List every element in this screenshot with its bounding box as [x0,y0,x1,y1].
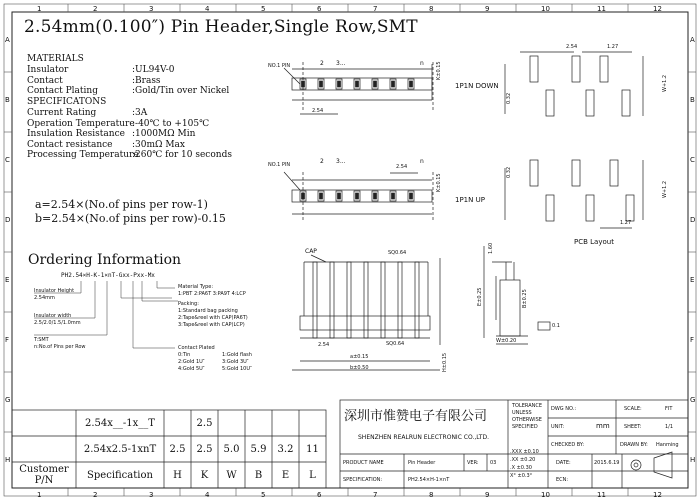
date-value: 2015.6.19 [594,460,620,466]
page-title: 2.54mm(0.100″) Pin Header,Single Row,SMT [24,17,418,37]
cap-label: CAP [305,248,317,255]
ordering-heading: Ordering Information [28,252,182,268]
grid-col-label: 10 [541,491,550,499]
spec-table-cell: H [173,469,182,481]
grid-row-label: D [5,216,11,224]
dim-160-label: 1.60 [488,242,494,254]
grid-row-label: E [690,276,695,284]
spec-table-cell: L [309,469,316,481]
scale-label: SCALE: [624,406,642,412]
dim-k015-bottom: K±0.15 [436,173,442,192]
dim-254-top: 2.54 [312,108,324,114]
spec-label: Insulator [27,65,69,75]
specification-label: SPECIFICATION: [343,477,383,483]
spec-table-cell: E [281,469,290,481]
spec-table-cell: B [254,469,263,481]
insulator-width-note: Insulator width 2.5/2.0/1.5/1.0mm [34,313,81,326]
tolerance-values: .XXX ±0.10 .XX ±0.20 .X ±0.30 X° ±0.3° [510,449,539,479]
grid-col-label: 6 [317,491,322,499]
pcb-dim-127-bottom: 1.27 [620,220,632,226]
pin2-label-top: 2 [320,60,324,67]
sq064-top-label: SQ0.64 [388,250,407,256]
grid-row-label: C [5,156,10,164]
spec-value: :Brass [132,75,161,86]
b025-label: B±0.25 [522,289,528,308]
spec-value: :Gold/Tin over Nickel [132,86,230,96]
spec-table-cell: 2.54x__-1x__T [85,417,155,429]
grid-row-label: C [690,156,695,164]
w020-label: W±0.20 [496,338,517,344]
spec-value: :30mΩ Max [132,139,185,150]
spec-value: :UL94V-0 [132,65,175,75]
a015-label: a±0.15 [350,354,369,360]
drawn-value: Hanming [656,442,679,448]
pcb-dim-127-top: 1.27 [607,44,619,50]
dwg-no-label: DWG NO.: [551,406,577,412]
grid-col-label: 1 [37,5,42,13]
grid-col-label: 10 [541,5,550,13]
pcb-dim-032-top: 0.32 [506,92,512,104]
specification-value: PH2.54×H-1×nT [408,477,450,483]
spec-label: Contact resistance [27,139,113,150]
grid-row-label: G [5,396,11,404]
dim-k015-top: K±0.15 [436,61,442,80]
no1-pin-label-bottom: NO.1 PIN [268,162,291,168]
grid-col-label: 1 [37,491,42,499]
smt-note: T:SMT n:No.of Pins per Row [34,337,86,350]
pinn-label-bottom: n [420,158,424,165]
grid-col-label: 11 [597,5,606,13]
spec-value: :260℃ for 10 seconds [132,150,232,160]
product-name-label: PRODUCT NAME [343,460,384,466]
grid-col-label: 9 [485,5,490,13]
grid-row-label: B [5,96,10,104]
pcb-dim-w12-top: W+1.2 [662,74,668,92]
spec-table-cell: 3.2 [277,443,294,455]
spec-table-cell: 5.0 [223,443,240,455]
grid-row-label: F [690,336,695,344]
grid-col-label: 5 [261,5,266,13]
grid-row-label: H [690,456,696,464]
grid-col-label: 2 [93,5,98,13]
grid-row-label: F [5,336,10,344]
grid-row-label: G [690,396,696,404]
pcb-dim-254: 2.54 [566,44,578,50]
drawn-label: DRAWN BY: [620,442,648,448]
pinn-label-top: n [420,60,424,67]
spec-table-cell: K [200,469,209,481]
spec-label: Contact Plating [27,86,98,96]
spec-value: :1000MΩ Min [132,129,196,139]
b050-label: b±0.50 [350,365,369,371]
grid-row-label: D [690,216,696,224]
checked-label: CHECKED BY: [551,442,585,448]
grid-col-label: 7 [373,5,378,13]
ver-label: VER: [467,460,479,466]
grid-col-label: 9 [485,491,490,499]
dim-254-bottom: 2.54 [396,164,408,170]
pcb-dim-w12-bottom: W+1.2 [662,180,668,198]
grid-col-label: 8 [429,5,434,13]
company-name-en: SHENZHEN REALRUN ELECTRONIC CO.,LTD. [358,434,489,441]
spec-table-cell: 5.9 [250,443,267,455]
grid-col-label: 11 [597,491,606,499]
grid-row-label: A [690,36,695,44]
grid-col-label: 6 [317,5,322,13]
contact-plated-right-note: 1:Gold flash 3:Gold 3U″ 5:Gold 10U″ [222,352,252,372]
ordering-code: PH2.54×H-K-1×nT-Gxx-Pxx-Mx [61,272,155,279]
spec-table-cell: 2.54x2.5-1xnT [83,443,157,455]
unit-value: mm [596,422,610,430]
product-name-value: Pin Header [408,460,436,466]
spec-table-cell: 2.5 [196,417,213,429]
pin3-label-top: 3... [336,60,346,67]
formula-b: b=2.54×(No.of pins per row)-0.15 [35,212,226,225]
dim-01-label: 0.1 [552,323,560,329]
scale-value: FIT [665,406,673,412]
formula-a: a=2.54×(No.of pins per row-1) [35,198,208,211]
spec-table-cell: Customer P/N [19,464,69,486]
unit-label: UNIT: [551,424,565,430]
material-type-note: Material Type: 1:PBT 2:PA6T 3:PA9T 4:LCP [178,284,246,297]
spec-table-cell: 2.5 [169,443,186,455]
grid-col-label: 7 [373,491,378,499]
pin3-label-bottom: 3... [336,158,346,165]
spec-table-cell: Specification [87,469,153,481]
h015-label: H±0.15 [442,352,448,372]
grid-col-label: 3 [149,5,154,13]
specs-heading: SPECIFICATONS [27,97,107,107]
tolerance-note: TOLERANCE UNLESS OTHERWISE SPECIFIED [512,403,543,430]
contact-plated-note: Contact Plated 0:Tin 2:Gold 1U″ 4:Gold 5U″ [178,345,215,372]
spec-table-cell: 11 [306,443,319,455]
front-dim-254: 2.54 [318,342,330,348]
spec-label: Operation Temperature [27,118,135,129]
spec-label: Processing Temperature [27,150,139,160]
grid-col-label: 4 [205,5,210,13]
grid-col-label: 8 [429,491,434,499]
sheet-value: 1/1 [665,424,674,430]
spec-label: Contact [27,75,63,86]
spec-value: :3A [132,108,148,118]
grid-row-label: A [5,36,10,44]
pin2-label-bottom: 2 [320,158,324,165]
insulator-height-note: Insulator Height 2.54mm [34,288,75,301]
pcb-dim-032-bottom: 0.32 [506,166,512,178]
materials-heading: MATERIALS [27,54,84,64]
e025-label: E±0.25 [477,287,483,306]
date-label: DATE: [556,460,571,466]
grid-col-label: 5 [261,491,266,499]
pcb-layout-label: PCB Layout [574,238,614,246]
ip-up-label: 1P1N UP [455,196,485,204]
ip-down-label: 1P1N DOWN [455,82,499,90]
grid-col-label: 4 [205,491,210,499]
sq064-bottom-label: SQ0.64 [386,341,405,347]
spec-table-cell: 2.5 [196,443,213,455]
grid-row-label: B [690,96,695,104]
ver-value: 03 [490,460,497,466]
sheet-label: SHEET: [624,424,642,430]
spec-label: Insulation Resistance [27,129,125,139]
no1-pin-label-top: NO.1 PIN [268,63,291,69]
spec-table-cell: W [226,469,237,481]
spec-value: :-40℃ to +105℃ [132,118,210,129]
grid-col-label: 12 [653,491,662,499]
grid-col-label: 12 [653,5,662,13]
grid-row-label: E [5,276,10,284]
company-name-cn: 深圳市惟赞电子有限公司 [344,409,488,424]
grid-col-label: 3 [149,491,154,499]
packing-note: Packing: 1:Standard bag packing 2:Tape&reel with CAP(PA6T) 3:Tape&reel with CAP(LCP) [178,301,248,328]
grid-col-label: 2 [93,491,98,499]
spec-label: Current Rating [27,108,97,118]
grid-row-label: H [5,456,11,464]
ecn-label: ECN: [556,477,569,483]
